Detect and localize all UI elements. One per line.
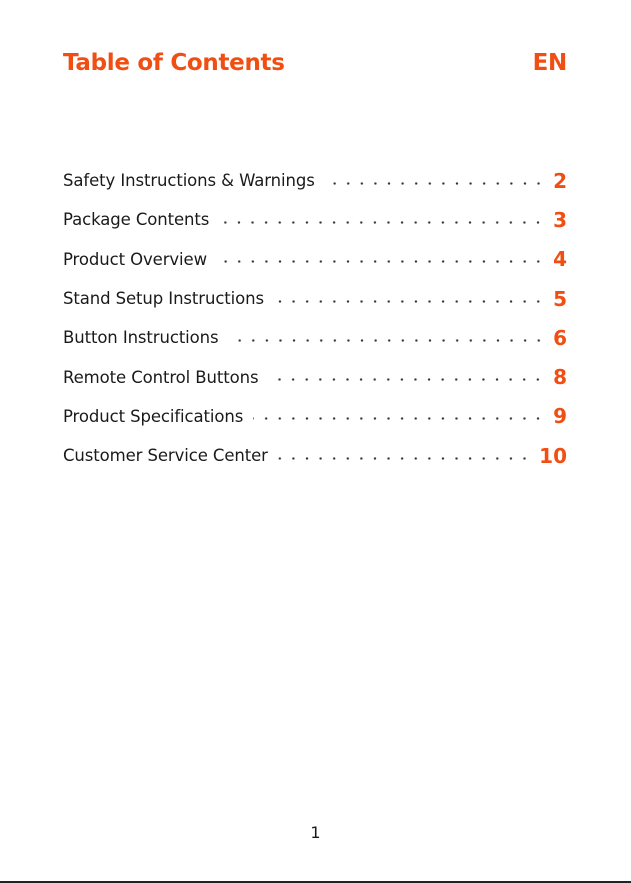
toc-entry-label: Product Overview <box>63 249 207 269</box>
page-header <box>63 46 567 80</box>
toc-entry-label: Safety Instructions & Warnings <box>63 171 315 191</box>
toc-entry-page: 2 <box>553 168 567 193</box>
dot-leader <box>217 260 545 263</box>
toc-entry-page: 8 <box>553 365 567 390</box>
dot-leader <box>278 457 531 460</box>
toc-entry-page: 3 <box>553 207 567 232</box>
toc-entry-page: 9 <box>553 404 567 429</box>
toc-entry-package-contents[interactable] <box>63 200 567 239</box>
dot-leader <box>268 378 545 381</box>
toc-entry-stand-setup[interactable] <box>63 279 567 318</box>
dot-leader <box>219 221 545 224</box>
page-number: 1 <box>310 823 321 842</box>
toc-entry-page: 4 <box>553 247 567 272</box>
toc-entry-product-overview[interactable] <box>63 240 567 279</box>
toc-entry-remote-control[interactable] <box>63 357 567 396</box>
toc-entry-page: 10 <box>539 443 567 468</box>
toc-entry-page: 6 <box>553 325 567 350</box>
toc-entry-safety[interactable] <box>63 161 567 200</box>
language-code: EN <box>532 49 567 76</box>
dot-leader <box>325 182 545 185</box>
toc-entry-customer-service[interactable] <box>63 436 567 475</box>
toc-entry-label: Remote Control Buttons <box>63 367 259 387</box>
toc-entry-label: Product Specifications <box>63 406 244 426</box>
toc-entry-page: 5 <box>553 286 567 311</box>
dot-leader <box>253 417 545 420</box>
dot-leader <box>229 339 546 342</box>
page-title: Table of Contents <box>63 49 285 76</box>
toc-entry-label: Button Instructions <box>63 328 219 348</box>
dot-leader <box>274 300 545 303</box>
toc-entry-label: Package Contents <box>63 210 210 230</box>
toc-entry-button-instructions[interactable] <box>63 318 567 357</box>
toc-entry-specifications[interactable] <box>63 397 567 436</box>
toc-entry-label: Customer Service Center <box>63 446 268 466</box>
table-of-contents <box>63 161 567 475</box>
toc-entry-label: Stand Setup Instructions <box>63 289 265 309</box>
